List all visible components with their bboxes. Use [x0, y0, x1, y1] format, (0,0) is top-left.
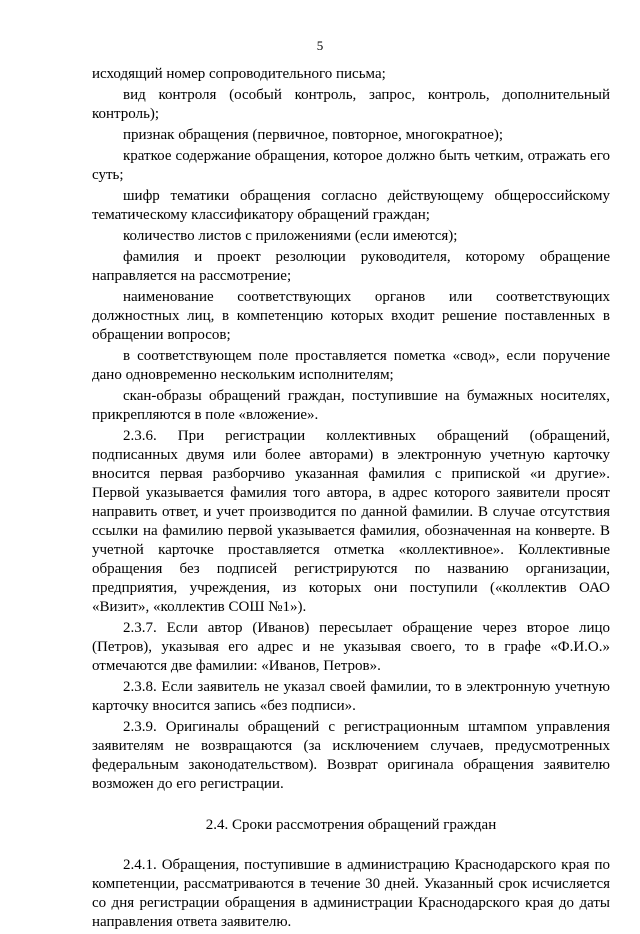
paragraph: 2.3.8. Если заявитель не указал своей фамилии, то в электронную учетную карточку вносится запись «без подписи». — [92, 679, 610, 714]
document-body — [92, 65, 610, 934]
paragraph: признак обращения (первичное, повторное, многократное); — [123, 127, 504, 143]
paragraph-group-top — [92, 65, 610, 794]
paragraph: наименование соответствующих органов или соответствующих должностных лиц, в компетенцию которых входит решение поставленных в обращении вопросов; — [92, 289, 610, 343]
paragraph: в соответствующем поле проставляется пометка «свод», если поручение дано одновременно нескольким исполнителям; — [92, 348, 610, 383]
page-number: 5 — [316, 38, 324, 53]
paragraph: шифр тематики обращения согласно действующему общероссийскому тематическому классификатору обращений граждан; — [92, 188, 610, 223]
paragraph: 2.3.7. Если автор (Иванов) пересылает обращение через второе лицо (Петров), указывая его адрес и не указывая своего, то в графе «Ф.И.О.» отмечаются две фамилии: «Иванов, Петров». — [92, 620, 610, 674]
paragraph: скан-образы обращений граждан, поступившие на бумажных носителях, прикрепляются в поле «вложение». — [92, 388, 610, 423]
paragraph: 2.4.1. Обращения, поступившие в администрацию Краснодарского края по компетенции, рассматриваются в течение 30 дней. Указанный срок исчисляется со дня регистрации обращения в администрации Краснодарского края до даты направления ответа заявителю. — [92, 857, 610, 930]
paragraph: фамилия и проект резолюции руководителя, которому обращение направляется на рассмотрение; — [92, 249, 610, 284]
paragraph: вид контроля (особый контроль, запрос, контроль, дополнительный контроль); — [92, 87, 610, 122]
section-heading: 2.4. Сроки рассмотрения обращений граждан — [205, 817, 497, 833]
paragraph: исходящий номер сопроводительного письма; — [92, 66, 386, 82]
paragraph: количество листов с приложениями (если имеются); — [123, 228, 458, 244]
paragraph: краткое содержание обращения, которое должно быть четким, отражать его суть; — [92, 148, 610, 183]
paragraph: 2.3.6. При регистрации коллективных обращений (обращений, подписанных двумя или более авторами) в электронную учетную карточку вносится первая разборчиво указанная фамилия с припиской «и другие». Первой указывается фамилия того автора, в адрес которого заявители просят направить ответ, и учет производится по данной фамилии. В случае отсутствия ссылки на фамилию первой указывается фамилия, обозначенная на конверте. В учетной карточке проставляется отметка «коллективное». Коллективные обращения без подписей регистрируются по названию организации, предприятия, учреждения, из которых они поступили («коллектив ОАО «Визит», «коллектив СОШ №1»). — [92, 428, 610, 615]
paragraph-group-bottom — [92, 856, 610, 932]
paragraph: 2.3.9. Оригиналы обращений с регистрационным штампом управления заявителям не возвращаются (за исключением случаев, предусмотренных федеральным законодательством). Возврат оригинала обращения заявителю возможен до его регистрации. — [92, 719, 610, 792]
